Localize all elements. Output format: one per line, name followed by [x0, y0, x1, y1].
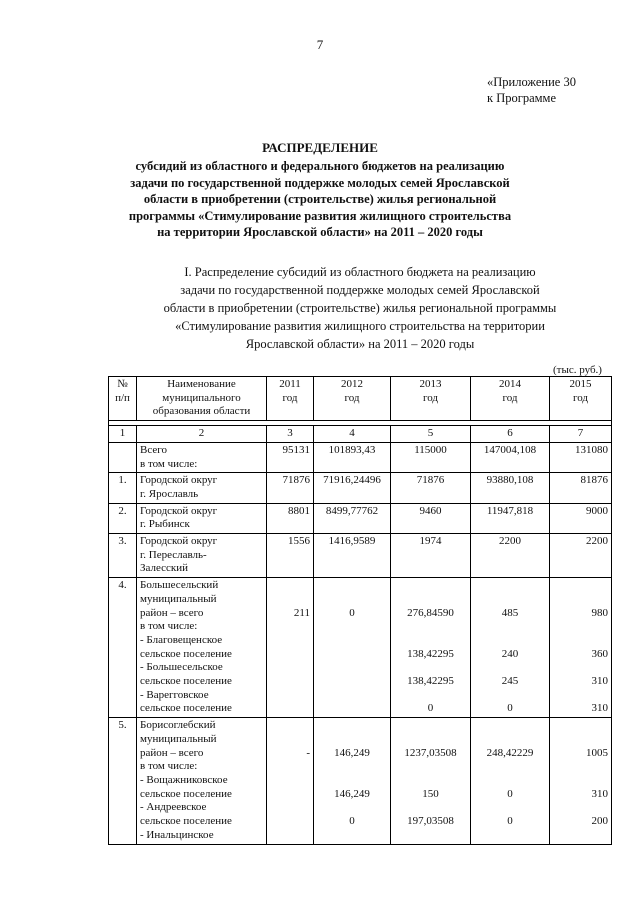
municipality-name-line: Городской округ — [140, 535, 218, 548]
value-cell-line: 115000 — [414, 443, 447, 456]
value-cell-line — [270, 760, 310, 774]
value-cell-line — [270, 549, 310, 563]
value-cell — [550, 534, 612, 578]
value-cell-line: 310 — [591, 674, 608, 687]
value-cell-line — [474, 562, 546, 576]
value-cell-line: 360 — [591, 647, 608, 660]
header-year-line: 2015 — [569, 378, 592, 390]
header-year-line: 2013 — [419, 378, 442, 390]
column-index: 4 — [314, 426, 391, 443]
value-cell-line: 980 — [591, 606, 608, 619]
value-cell-line — [317, 733, 387, 747]
value-cell — [471, 718, 550, 844]
value-cell-line — [553, 562, 608, 576]
value-cell — [471, 503, 550, 533]
value-cell-line — [270, 829, 310, 843]
value-cell-line — [394, 593, 467, 607]
header-year-line: 2014 — [499, 378, 521, 390]
header-municipality — [137, 377, 267, 421]
value-cell-line: 276,84590 — [407, 606, 454, 619]
value-cell — [314, 473, 391, 503]
value-cell-line — [474, 689, 546, 703]
municipality-name-line: в том числе: — [140, 620, 198, 633]
value-cell-line: 71876 — [416, 474, 445, 487]
header-year-line: год — [344, 391, 360, 404]
value-cell-line — [553, 829, 608, 843]
subtitle-line: области в приобретении (строительстве) жилья региональной — [143, 192, 497, 206]
value-cell-line — [394, 549, 467, 563]
value-cell-line: 2200 — [499, 535, 521, 548]
value-cell — [391, 718, 471, 844]
value-cell — [267, 534, 314, 578]
value-cell — [314, 534, 391, 578]
section-line: I. Распределение субсидий из областного бюджета на реализацию — [184, 265, 536, 279]
municipality-name-line: Всего — [140, 443, 167, 456]
value-cell-line: 0 — [507, 815, 513, 828]
header-year — [267, 377, 314, 421]
value-cell-line: - — [306, 746, 310, 759]
header-year-line: 2011 — [279, 378, 301, 390]
appendix-line: «Приложение 30 — [487, 75, 576, 89]
header-year — [314, 377, 391, 421]
value-cell-line — [270, 458, 310, 472]
value-cell-line — [474, 634, 546, 648]
value-cell-line — [394, 562, 467, 576]
value-cell-line — [474, 760, 546, 774]
value-cell-line: 93880,108 — [486, 474, 534, 487]
value-cell-line: 240 — [501, 647, 519, 660]
value-cell — [471, 534, 550, 578]
section-line: «Стимулирование развития жилищного строительства на территории — [175, 319, 545, 333]
section-heading — [105, 263, 615, 353]
municipality-name-line: сельское поселение — [140, 787, 232, 800]
municipality-name — [137, 473, 267, 503]
value-cell — [267, 473, 314, 503]
value-cell-line — [474, 620, 546, 634]
municipality-name-line: муниципальный — [140, 592, 217, 605]
value-cell-line — [553, 801, 608, 815]
value-cell-line — [394, 661, 467, 675]
value-cell-line — [270, 579, 310, 593]
value-cell-line — [553, 760, 608, 774]
header-year — [471, 377, 550, 421]
value-cell-line — [270, 518, 310, 532]
value-cell-line — [270, 661, 310, 675]
row-number: 4. — [109, 578, 137, 718]
row-number: 5. — [109, 718, 137, 844]
value-cell-line — [394, 801, 467, 815]
value-cell — [267, 578, 314, 718]
table-row — [109, 503, 612, 533]
value-cell-line: 1416,9589 — [328, 535, 376, 548]
value-cell-line — [553, 488, 608, 502]
value-cell-line — [394, 634, 467, 648]
column-index: 5 — [391, 426, 471, 443]
value-cell-line — [270, 562, 310, 576]
value-cell-line: 2200 — [586, 535, 608, 548]
value-cell-line — [394, 579, 467, 593]
value-cell-line — [270, 488, 310, 502]
municipality-name-line: муниципальный — [140, 732, 217, 745]
value-cell-line: 485 — [501, 606, 519, 619]
value-cell-line: 0 — [507, 702, 513, 715]
value-cell-line: 71916,24496 — [323, 474, 381, 487]
value-cell — [550, 473, 612, 503]
value-cell — [314, 442, 391, 472]
value-cell-line — [270, 689, 310, 703]
value-cell-line — [317, 829, 387, 843]
value-cell — [314, 503, 391, 533]
municipality-name-line: Залесский — [140, 562, 189, 575]
section-line: Ярославской области» на 2011 – 2020 годы — [245, 337, 475, 351]
value-cell-line — [394, 733, 467, 747]
value-cell-line — [317, 702, 387, 716]
value-cell-line: 9000 — [586, 504, 608, 517]
header-municipality-line: Наименование — [167, 378, 236, 390]
subtitle-line: на территории Ярославской области» на 2011 – 2020 годы — [157, 225, 483, 239]
column-index: 7 — [550, 426, 612, 443]
value-cell — [314, 578, 391, 718]
subtitle-line: субсидий из областного и федерального бюджетов на реализацию — [135, 159, 505, 173]
subtitle-line: задачи по государственной поддержке молодых семей Ярославской — [130, 175, 510, 190]
table-row — [109, 718, 612, 844]
row-number: 3. — [109, 534, 137, 578]
appendix-line: к Программе — [487, 91, 557, 105]
appendix-note — [487, 74, 576, 106]
value-cell-line — [317, 801, 387, 815]
value-cell-line: 146,249 — [334, 787, 370, 800]
value-cell-line — [474, 579, 546, 593]
value-cell-line — [317, 549, 387, 563]
municipality-name-line: Борисоглебский — [140, 719, 216, 732]
value-cell-line — [317, 719, 387, 733]
municipality-name — [137, 718, 267, 844]
value-cell-line — [474, 829, 546, 843]
municipality-name — [137, 578, 267, 718]
value-cell-line — [394, 488, 467, 502]
value-cell-line — [317, 593, 387, 607]
value-cell — [267, 503, 314, 533]
value-cell-line: 131080 — [575, 443, 608, 456]
value-cell-line: 150 — [422, 787, 439, 800]
municipality-name-line: сельское поселение — [140, 647, 232, 660]
municipality-name-line: сельское поселение — [140, 702, 232, 715]
municipality-name-line: Городской округ — [140, 474, 218, 487]
value-cell-line: 248,42229 — [486, 746, 534, 759]
value-cell-line: 1237,03508 — [404, 746, 457, 759]
table-row — [109, 578, 612, 718]
value-cell-line — [270, 702, 310, 716]
value-cell — [550, 442, 612, 472]
value-cell-line: 9460 — [419, 504, 442, 517]
value-cell-line — [474, 774, 546, 788]
municipality-name-line: - Андреевское — [140, 801, 207, 814]
municipality-name-line: сельское поселение — [140, 675, 232, 688]
value-cell-line: 310 — [591, 702, 608, 715]
value-cell-line — [394, 829, 467, 843]
value-cell-line: 0 — [427, 702, 434, 715]
value-cell-line — [553, 593, 608, 607]
value-cell-line — [553, 634, 608, 648]
value-cell-line — [270, 593, 310, 607]
value-cell-line — [553, 661, 608, 675]
value-cell-line — [474, 488, 546, 502]
table-row — [109, 473, 612, 503]
header-year-line: год — [282, 391, 298, 404]
value-cell-line — [394, 719, 467, 733]
value-cell-line — [474, 661, 546, 675]
municipality-name-line: - Вощажниковское — [140, 773, 228, 786]
value-cell-line — [270, 801, 310, 815]
value-cell-line: 81876 — [580, 474, 608, 487]
value-cell-line: 1005 — [586, 746, 608, 759]
value-cell-line — [270, 788, 310, 802]
value-cell-line: 245 — [501, 674, 519, 687]
value-cell-line: 95131 — [282, 443, 310, 456]
column-index: 3 — [267, 426, 314, 443]
value-cell — [391, 442, 471, 472]
value-cell-line: 101893,43 — [328, 443, 376, 456]
value-cell-line — [474, 593, 546, 607]
value-cell-line: 1974 — [419, 535, 442, 548]
value-cell — [314, 718, 391, 844]
value-cell-line: 138,42295 — [407, 647, 454, 660]
value-cell-line: 0 — [349, 815, 355, 828]
value-cell-line — [553, 549, 608, 563]
value-cell-line — [317, 648, 387, 662]
value-cell-line: 71876 — [282, 474, 310, 487]
municipality-name-line: - Инальцинское — [140, 828, 214, 841]
municipality-name-line: район – всего — [140, 746, 204, 759]
header-year — [550, 377, 612, 421]
value-cell — [391, 534, 471, 578]
table-row — [109, 534, 612, 578]
value-cell-line — [270, 719, 310, 733]
subsidy-distribution-table — [108, 376, 612, 845]
value-cell-line — [317, 458, 387, 472]
value-cell-line — [270, 634, 310, 648]
value-cell-line: 0 — [349, 606, 355, 619]
value-cell-line — [394, 774, 467, 788]
subtitle-line: программы «Стимулирование развития жилищного строительства — [128, 208, 512, 223]
value-cell-line — [317, 675, 387, 689]
row-number: 1. — [109, 473, 137, 503]
value-cell-line — [553, 719, 608, 733]
municipality-name-line: - Большесельское — [140, 661, 223, 674]
value-cell-line — [474, 801, 546, 815]
value-cell-line — [317, 661, 387, 675]
value-cell-line — [394, 458, 467, 472]
header-year — [391, 377, 471, 421]
value-cell-line — [270, 620, 310, 634]
value-cell-line: 138,42295 — [407, 674, 454, 687]
municipality-name-line: Большесельский — [140, 579, 219, 592]
column-index-row — [109, 426, 612, 443]
municipality-name-line: в том числе: — [140, 760, 198, 773]
municipality-name-line: в том числе: — [140, 457, 198, 470]
value-cell-line — [553, 689, 608, 703]
value-cell — [550, 578, 612, 718]
value-cell-line — [270, 774, 310, 788]
value-cell-line — [317, 579, 387, 593]
value-cell-line — [553, 774, 608, 788]
section-line: задачи по государственной поддержке молодых семей Ярославской — [180, 283, 540, 297]
value-cell — [471, 442, 550, 472]
value-cell-line — [394, 518, 467, 532]
table-body — [109, 377, 612, 845]
value-cell — [267, 718, 314, 844]
value-cell-line — [270, 675, 310, 689]
value-cell-line — [270, 733, 310, 747]
header-year-line: 2012 — [341, 378, 363, 390]
table-row — [109, 442, 612, 472]
column-index: 1 — [109, 426, 137, 443]
value-cell-line: 197,03508 — [407, 815, 454, 828]
value-cell-line — [317, 760, 387, 774]
value-cell-line — [553, 518, 608, 532]
value-cell-line — [553, 620, 608, 634]
header-year-line: год — [422, 391, 439, 404]
value-cell-line — [317, 620, 387, 634]
value-cell — [391, 503, 471, 533]
value-cell-line — [317, 488, 387, 502]
document-subtitle — [60, 158, 580, 241]
header-number — [109, 377, 137, 421]
value-cell — [391, 578, 471, 718]
header-year-line: год — [502, 391, 518, 404]
municipality-name-line: Городской округ — [140, 504, 218, 517]
value-cell — [471, 473, 550, 503]
section-line: области в приобретении (строительстве) жилья региональной программы — [163, 301, 557, 315]
value-cell — [550, 718, 612, 844]
municipality-name-line: район – всего — [140, 606, 204, 619]
municipality-name-line: г. Рыбинск — [140, 518, 190, 531]
value-cell-line: 310 — [591, 787, 608, 800]
header-municipality-line: муниципального — [162, 391, 241, 404]
value-cell-line — [317, 518, 387, 532]
value-cell-line — [394, 620, 467, 634]
municipality-name — [137, 534, 267, 578]
value-cell-line — [317, 774, 387, 788]
header-year-line: год — [572, 391, 589, 404]
header-municipality-line: образования области — [152, 405, 251, 418]
value-cell-line: 11947,818 — [486, 504, 534, 517]
municipality-name — [137, 442, 267, 472]
document-title: РАСПРЕДЕЛЕНИЕ — [262, 140, 378, 155]
municipality-name-line: - Варегговское — [140, 688, 209, 701]
value-cell — [471, 578, 550, 718]
municipality-name-line: г. Переславль- — [140, 548, 207, 561]
value-cell-line — [317, 689, 387, 703]
column-index: 2 — [137, 426, 267, 443]
value-cell-line: 1556 — [288, 535, 310, 548]
header-number-line: п/п — [115, 391, 130, 404]
municipality-name — [137, 503, 267, 533]
page-number: 7 — [316, 37, 324, 52]
value-cell — [550, 503, 612, 533]
value-cell — [391, 473, 471, 503]
municipality-name-line: сельское поселение — [140, 815, 232, 828]
value-cell-line — [394, 689, 467, 703]
municipality-name-line: - Благовещенское — [140, 633, 223, 646]
value-cell-line — [474, 518, 546, 532]
value-cell-line: 147004,108 — [483, 443, 537, 456]
column-index: 6 — [471, 426, 550, 443]
value-cell — [267, 442, 314, 472]
value-cell-line — [553, 579, 608, 593]
row-number — [109, 442, 137, 472]
value-cell-line — [474, 458, 546, 472]
value-cell-line — [474, 733, 546, 747]
value-cell-line: 200 — [591, 815, 608, 828]
unit-label: (тыс. руб.) — [553, 364, 602, 376]
value-cell-line — [317, 562, 387, 576]
municipality-name-line: г. Ярославль — [140, 487, 199, 500]
value-cell-line — [270, 815, 310, 829]
value-cell-line: 0 — [507, 787, 513, 800]
row-number: 2. — [109, 503, 137, 533]
value-cell-line: 211 — [293, 606, 310, 619]
value-cell-line — [317, 634, 387, 648]
value-cell-line: 8499,77762 — [325, 504, 379, 517]
header-number-line: № — [117, 378, 128, 390]
table-header-row — [109, 377, 612, 421]
value-cell-line — [553, 733, 608, 747]
value-cell-line — [553, 458, 608, 472]
value-cell-line: 8801 — [288, 504, 310, 517]
value-cell-line: 146,249 — [334, 746, 370, 759]
value-cell-line — [474, 719, 546, 733]
value-cell-line — [394, 760, 467, 774]
value-cell-line — [270, 648, 310, 662]
value-cell-line — [474, 549, 546, 563]
